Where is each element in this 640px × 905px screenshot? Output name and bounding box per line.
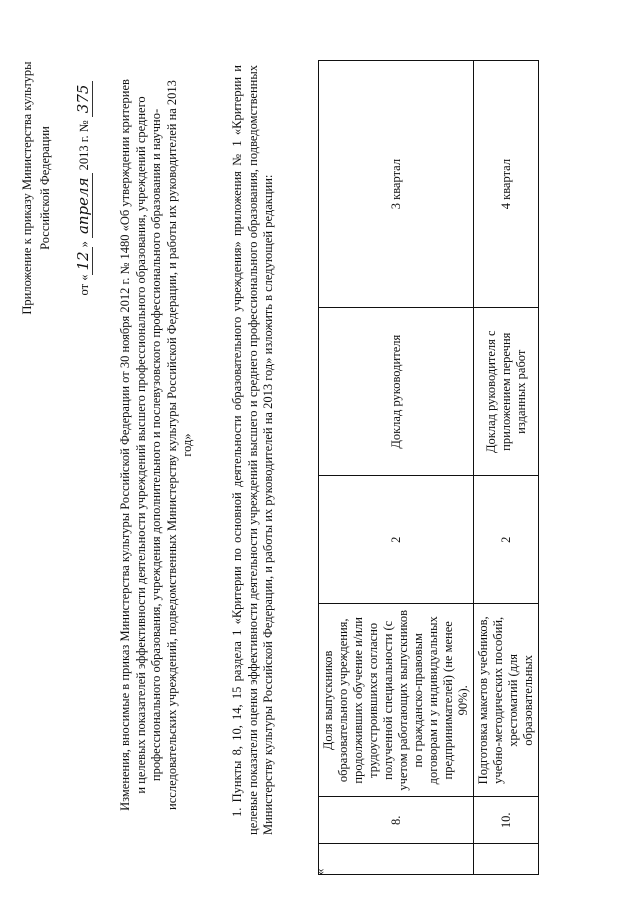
approval-line-1: Приложение к приказу Министерства культуры xyxy=(20,61,34,315)
approval-date-line xyxy=(74,58,93,318)
approval-block xyxy=(18,58,93,318)
criterion-name: Подготовка макетов учебников, учебно-методических пособий, хрестоматий (для образовательных xyxy=(474,604,539,797)
criterion-name: Доля выпускников образовательного учреждения, продолживших обучение и/или трудоустроившихся согласно полученной специальности (с учетом работающих выпускников по гражданско-правовым договорам и у индивидуальных предпринимателей) (не менее 90%). xyxy=(319,604,474,797)
order-number: 375 xyxy=(74,81,93,118)
row-number: 8. xyxy=(319,797,474,844)
report-form: Доклад руководителя xyxy=(319,308,474,476)
table-row xyxy=(319,61,474,875)
opening-quote: « xyxy=(312,868,327,875)
criterion-weight: 2 xyxy=(474,476,539,604)
approval-line-2: Российской Федерации xyxy=(38,126,52,250)
report-form: Доклад руководителя с приложением перечня изданных работ xyxy=(474,308,539,476)
date-month: апреля xyxy=(74,173,93,238)
paragraph-text: 1. Пункты 8, 10, 14, 15 раздела 1 «Критерии по основной деятельности образовательного учреждения» приложения № 1 «Критерии и целевые показатели оценки эффективности деятельности учреждений высшего и среднего профессионального образования, подведомственных Министерству культуры Российской Федерации, и работы их руководителей на 2013 год» изложить в следующей редакции: xyxy=(230,65,275,835)
date-year: 2013 г. № xyxy=(77,120,91,171)
table-cell-blank xyxy=(319,844,474,875)
table-row xyxy=(474,61,539,875)
document-title: Изменения, вносимые в приказ Министерства культуры Российской Федерации от 30 ноября 2012 г. № 1480 «Об утверждении критериев и целевых показателей эффективности деятельности учреждений высшего профессионального образования, учреждений среднего профессионального образования, учреждения дополнительного и послевузовского профессионального образования и научно-исследовательских учреждений, подведомственных Министерству культуры Российской Федерации, и работы их руководителей на 2013 год» xyxy=(118,79,194,811)
date-prefix: от « xyxy=(77,274,91,296)
criteria-table xyxy=(318,60,539,875)
table-cell-blank xyxy=(474,844,539,875)
date-separator: » xyxy=(77,241,91,248)
date-day: 12 xyxy=(74,247,93,274)
reporting-period: 3 квартал xyxy=(319,61,474,308)
criterion-weight: 2 xyxy=(319,476,474,604)
row-number: 10. xyxy=(474,797,539,844)
reporting-period: 4 квартал xyxy=(474,61,539,308)
amendment-paragraph xyxy=(230,65,277,835)
